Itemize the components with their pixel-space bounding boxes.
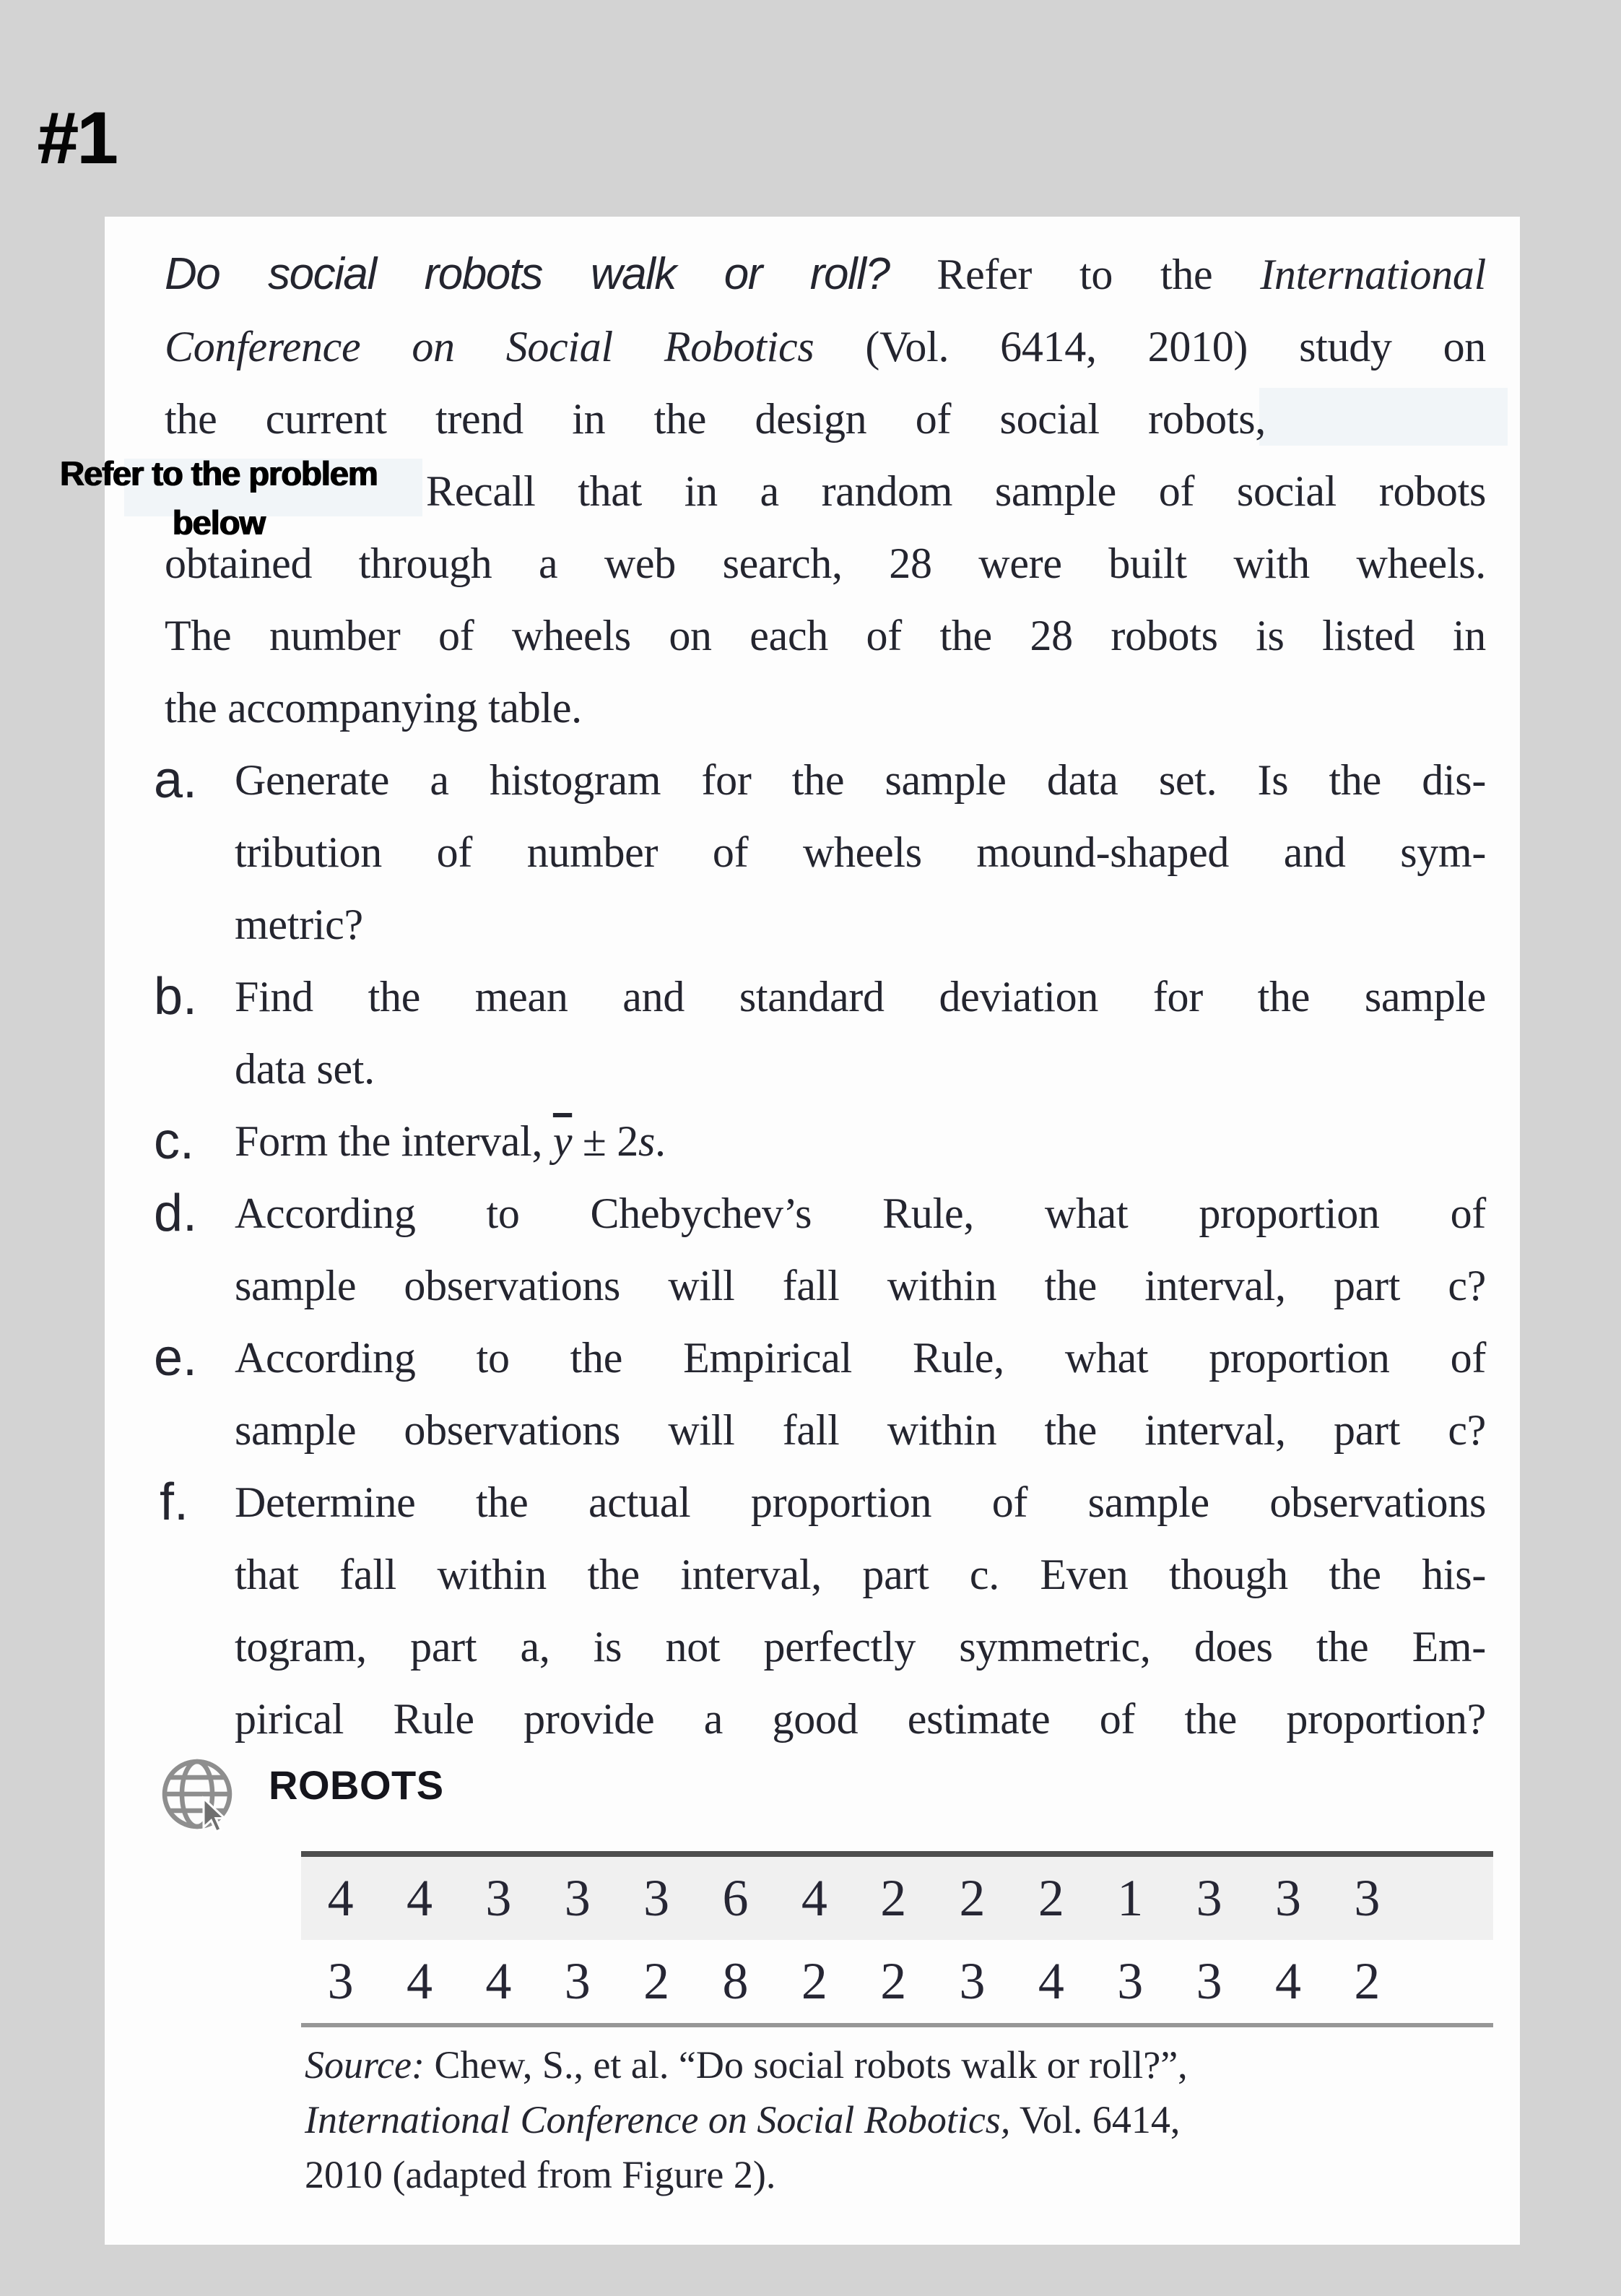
paragraph-line-2-rest: (Vol. 6414, 2010) study on [865,323,1487,371]
item-e-marker: e. [154,1329,198,1387]
table-cell: 4 [1274,1952,1301,2010]
annotation-note [20,449,417,547]
table-cell: 3 [564,1869,591,1927]
table-cell: 3 [643,1869,670,1927]
item-f-line-2: that fall within the interval, part c. Even though the his- [235,1551,1486,1598]
table-cell: 2 [1354,1952,1381,2010]
source-line-2 [305,2092,1180,2147]
item-f-marker: f. [160,1473,189,1531]
paragraph-line-1 [165,238,1486,311]
item-c-marker: c. [154,1112,195,1170]
y-bar-symbol: $\overline{y}$ [552,1117,573,1165]
source-text-1: Chew, S., et al. “Do social robots walk or roll?”, [434,2043,1188,2087]
table-cell: 3 [485,1869,512,1927]
annotation-line-1: Refer to the problem [60,454,378,493]
source-label: Source: [305,2043,425,2087]
paragraph-line-4: Recall that in a random sample of social robots [426,467,1486,515]
table-cell: 3 [327,1952,354,2010]
source-line-3: 2010 (adapted from Figure 2). [305,2153,776,2196]
item-a-marker: a. [154,751,198,809]
lead-after: Refer to the [936,251,1213,298]
table-cell: 3 [564,1952,591,2010]
item-b-marker: b. [154,968,198,1026]
paragraph-line-2 [165,311,1486,383]
annotation-line-2: below [172,503,266,542]
table-cell: 3 [959,1952,986,2010]
data-table [301,1851,1493,2027]
table-cell: 3 [1196,1869,1222,1927]
table-cell: 3 [1354,1869,1381,1927]
item-c-math: ± 2 [572,1117,638,1165]
item-f-line-4: pirical Rule provide a good estimate of the proportion? [235,1695,1486,1743]
item-d-marker: d. [154,1184,198,1242]
item-b-line-1: Find the mean and standard deviation for the sample [235,973,1486,1021]
paragraph-line-6: The number of wheels on each of the 28 robots is listed in [165,612,1486,659]
item-a-line-3: metric? [235,901,363,948]
item-b-line-2: data set. [235,1045,375,1093]
table-cell: 6 [722,1869,749,1927]
table-cell: 3 [1117,1952,1144,2010]
item-f-line-3: togram, part a, is not perfectly symmetric, does the Em- [235,1623,1486,1671]
item-e-line-1: According to the Empirical Rule, what proportion of [235,1334,1486,1382]
item-a-line-1: Generate a histogram for the sample data set. Is the dis- [235,756,1486,804]
table-cell: 2 [880,1869,907,1927]
item-f-line-1: Determine the actual proportion of sample observations [235,1478,1486,1526]
item-c-prefix: Form the interval, [235,1117,553,1165]
item-e-line-2: sample observations will fall within the interval, part c? [235,1406,1486,1454]
table-cell: 2 [643,1952,670,2010]
item-c-suffix: . [655,1117,666,1165]
source-line-1 [305,2037,1188,2092]
item-c-line-1 [235,1105,1486,1177]
lead-question: Do social robots walk or roll? [165,249,890,299]
table-cell: 8 [722,1952,749,2010]
source-journal: International Conference on Social Robotics, [305,2098,1011,2141]
journal-name-part2: Conference on Social Robotics [165,323,814,371]
item-d-line-1: According to Chebychev’s Rule, what proportion of [235,1190,1486,1237]
table-cell: 4 [801,1869,827,1927]
table-cell: 2 [880,1952,907,2010]
s-symbol: s [638,1117,656,1165]
table-cell: 3 [1196,1952,1222,2010]
paragraph-line-7: the accompanying table. [165,684,582,732]
journal-name-part1: International [1260,251,1486,298]
table-bottom-rule [301,2023,1493,2027]
item-d-line-2: sample observations will fall within the interval, part c? [235,1262,1486,1309]
table-cell: 4 [485,1952,512,2010]
dataset-title: ROBOTS [269,1762,444,1808]
table-row [301,1940,1493,2023]
table-cell: 2 [801,1952,827,2010]
item-a-line-2: tribution of number of wheels mound-shaped and sym- [235,828,1486,876]
whiteout-box-line3 [1259,388,1508,446]
table-cell: 4 [327,1869,354,1927]
table-cell: 3 [1274,1869,1301,1927]
table-cell: 4 [407,1869,433,1927]
table-cell: 2 [959,1869,986,1927]
table-row [301,1857,1493,1940]
table-cell: 2 [1038,1869,1064,1927]
problem-number-label: #1 [38,97,117,179]
source-text-2: Vol. 6414, [1019,2098,1181,2141]
table-cell: 4 [407,1952,433,2010]
table-top-rule [301,1851,1493,1857]
table-cell: 1 [1117,1869,1144,1927]
table-cell: 4 [1038,1952,1064,2010]
paragraph-line-5: obtained through a web search, 28 were built with wheels. [165,540,1486,587]
paragraph-line-3: the current trend in the design of social robots, [165,395,1266,443]
globe-cursor-icon [159,1756,238,1836]
